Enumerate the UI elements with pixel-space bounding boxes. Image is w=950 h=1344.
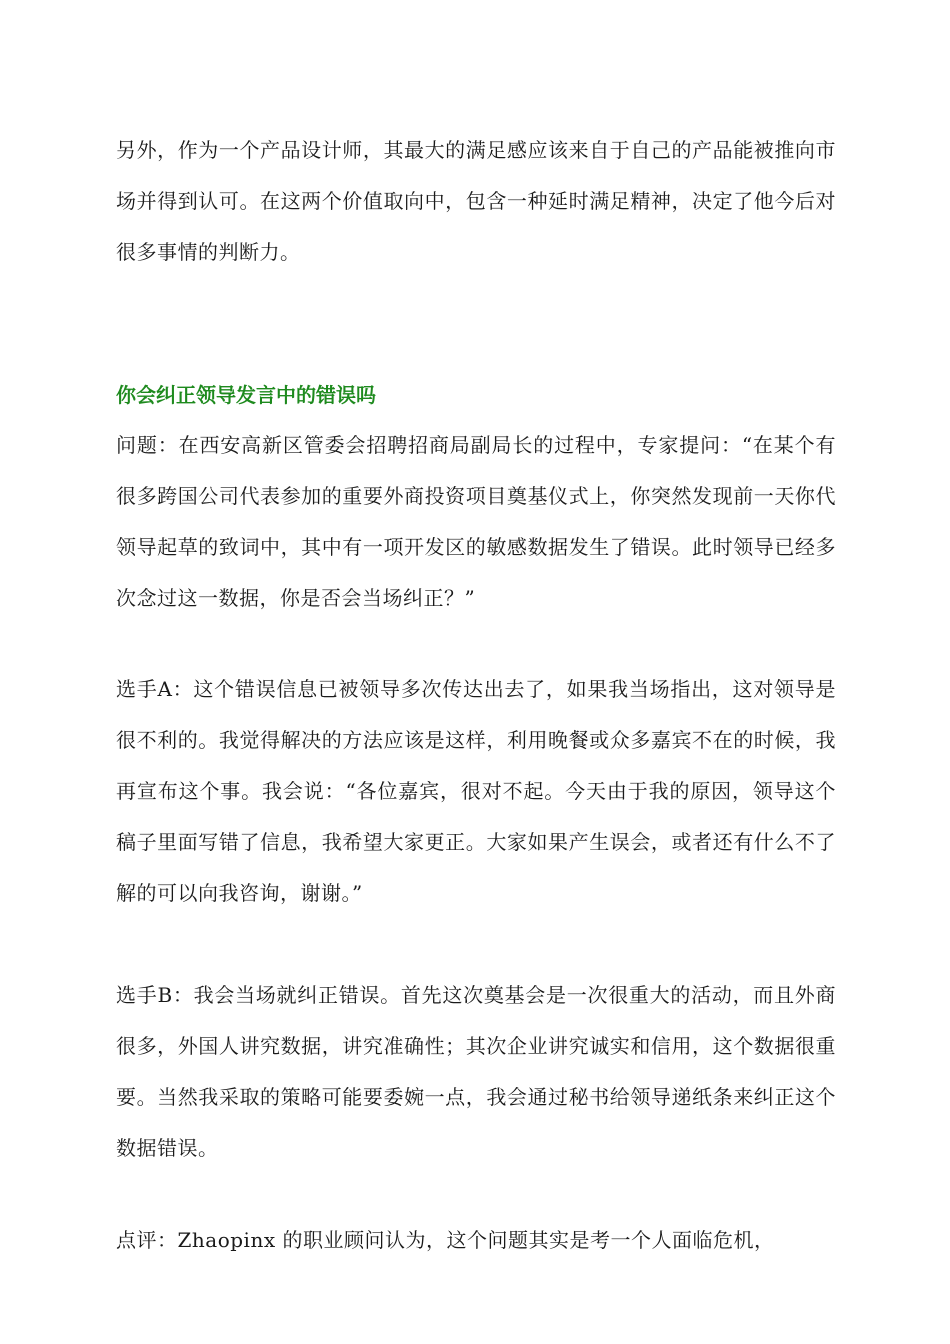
answer-a-paragraph: 选手A：这个错误信息已被领导多次传达出去了，如果我当场指出，这对领导是很不利的。我觉得解决的方法应该是这样，利用晚餐或众多嘉宾不在的时候，我再宣布这个事。我会说：“各位嘉宾，很对不起。今天由于我的原因，领导这个稿子里面写错了信息，我希望大家更正。大家如果产生误会，或者还有什么不了解的可以向我咨询，谢谢。”: [116, 677, 836, 905]
question-paragraph: 问题：在西安高新区管委会招聘招商局副局长的过程中，专家提问：“在某个有很多跨国公司代表参加的重要外商投资项目奠基仪式上，你突然发现前一天你代领导起草的致词中，其中有一项开发区的敏感数据发生了错误。此时领导已经多次念过这一数据，你是否会当场纠正？”: [116, 433, 836, 610]
intro-paragraph: 另外，作为一个产品设计师，其最大的满足感应该来自于自己的产品能被推向市场并得到认可。在这两个价值取向中，包含一种延时满足精神，决定了他今后对很多事情的判断力。: [116, 138, 836, 264]
comment-paragraph: 点评：Zhaopinx 的职业顾问认为，这个问题其实是考一个人面临危机，: [116, 1228, 775, 1252]
answer-b-paragraph: 选手B：我会当场就纠正错误。首先这次奠基会是一次很重大的活动，而且外商很多，外国人讲究数据，讲究准确性；其次企业讲究诚实和信用，这个数据很重要。当然我采取的策略可能要委婉一点，我会通过秘书给领导递纸条来纠正这个数据错误。: [116, 983, 836, 1160]
section-heading: 你会纠正领导发言中的错误吗: [116, 383, 376, 407]
